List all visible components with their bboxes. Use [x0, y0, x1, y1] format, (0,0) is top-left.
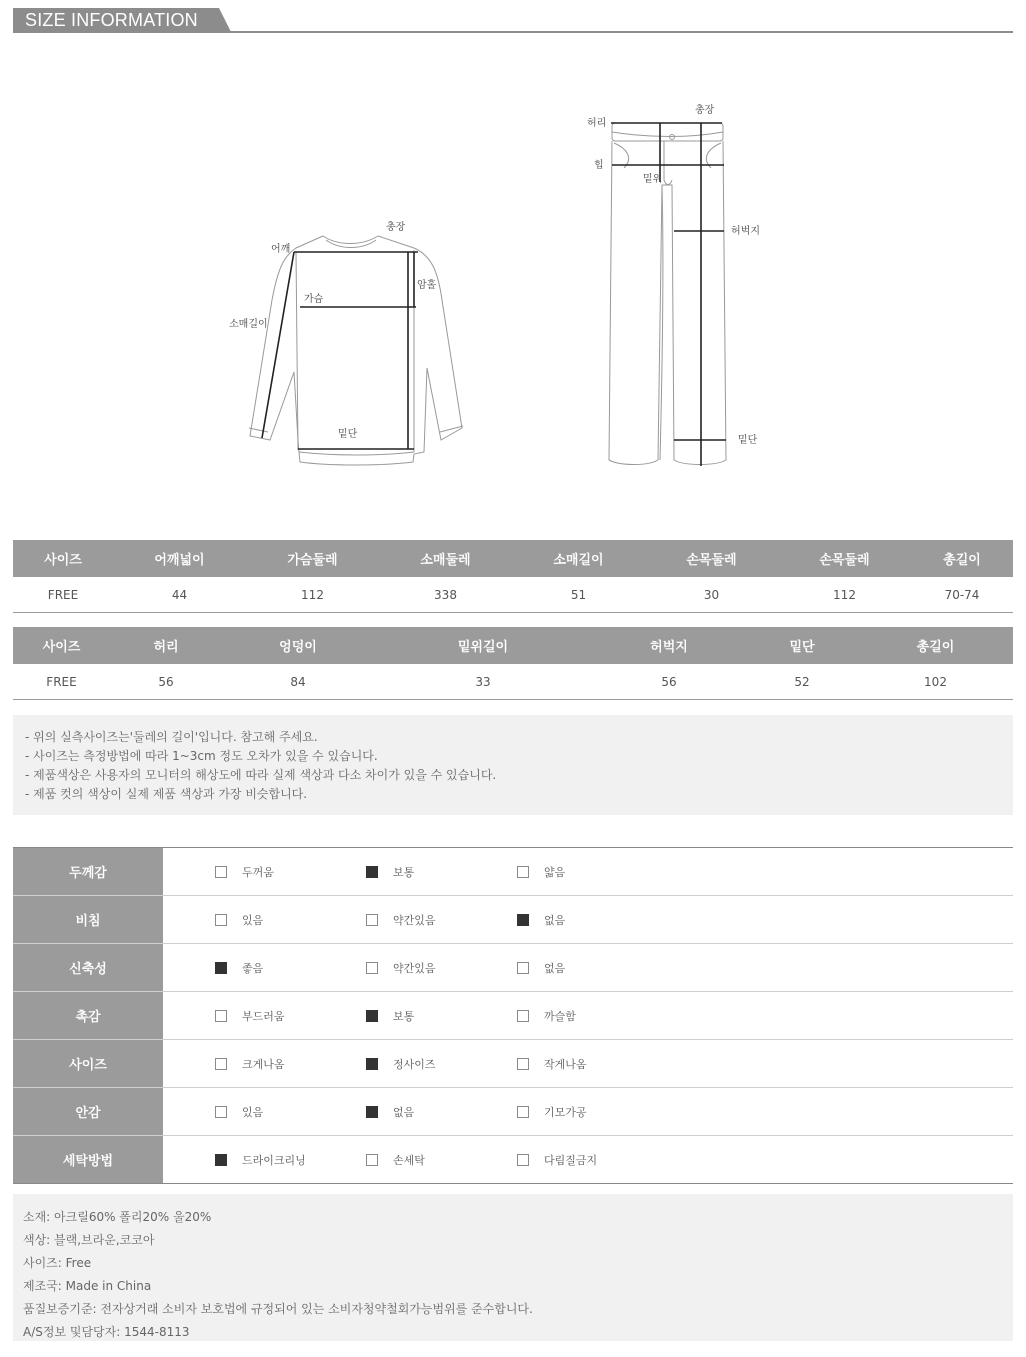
- garment-diagrams: [0, 0, 1026, 500]
- table-header: 허벅지: [592, 627, 746, 664]
- attribute-row-thickness: [13, 848, 1013, 896]
- label-sweater-chongjang: 총장: [386, 222, 406, 233]
- label-sweater-mitdan: 밑단: [338, 429, 358, 440]
- label-hip: 힙: [594, 160, 604, 171]
- note-line: - 사이즈는 측정방법에 따라 1~3cm 정도 오차가 있을 수 있습니다.: [25, 749, 378, 763]
- option: [366, 1104, 414, 1119]
- option: [517, 864, 565, 879]
- label-amhol: 암홀: [417, 280, 437, 291]
- option-label: 부드러움: [242, 1009, 285, 1023]
- option-label: 기모가공: [544, 1105, 587, 1119]
- table-cell: 338: [379, 577, 512, 613]
- pants-measure-lines: [611, 123, 726, 466]
- attribute-row-lining: [13, 1088, 1013, 1136]
- table-header: 허리: [110, 627, 222, 664]
- option-label: 없음: [544, 913, 566, 927]
- bottom-size-table: [13, 627, 1013, 700]
- option: [215, 960, 263, 975]
- table-header: 어깨넓이: [113, 540, 246, 577]
- option-label: 약간있음: [393, 913, 436, 927]
- label-heobeokji: 허벅지: [731, 226, 760, 237]
- checkbox[interactable]: [517, 962, 529, 974]
- header-title: SIZE INFORMATION: [25, 10, 198, 30]
- option-label: 보통: [393, 865, 415, 879]
- option-label: 있음: [242, 1105, 264, 1119]
- checkbox[interactable]: [517, 1154, 529, 1166]
- option-label: 드라이크리닝: [242, 1153, 306, 1167]
- option: [215, 1056, 285, 1071]
- attribute-label: 촉감: [13, 992, 163, 1039]
- attribute-label: 신축성: [13, 944, 163, 991]
- top-size-table: [13, 540, 1013, 613]
- info-line: 사이즈: Free: [23, 1256, 92, 1270]
- label-eokkae: 어깨: [271, 244, 291, 255]
- attribute-label: 세탁방법: [13, 1136, 163, 1183]
- table-cell: 51: [512, 577, 645, 613]
- checkbox[interactable]: [215, 1106, 227, 1118]
- table-header: 소매길이: [512, 540, 645, 577]
- table-header: 총길이: [858, 627, 1013, 664]
- info-line: 제조국: Made in China: [23, 1279, 152, 1293]
- attribute-row-sheerness: [13, 896, 1013, 944]
- option: [215, 912, 263, 927]
- option-label: 있음: [242, 913, 264, 927]
- table-cell: 56: [592, 664, 746, 700]
- checkbox[interactable]: [517, 1010, 529, 1022]
- table-header: 가슴둘레: [246, 540, 379, 577]
- table-cell: 102: [858, 664, 1013, 700]
- attribute-label: 비침: [13, 896, 163, 943]
- option-label: 두꺼움: [242, 865, 274, 879]
- option-label: 보통: [393, 1009, 415, 1023]
- table-cell: 84: [222, 664, 374, 700]
- checkbox[interactable]: [517, 1106, 529, 1118]
- attribute-row-stretch: [13, 944, 1013, 992]
- attribute-row-texture: [13, 992, 1013, 1040]
- option: [366, 864, 414, 879]
- checkbox[interactable]: [366, 914, 378, 926]
- label-heori: 허리: [587, 118, 607, 129]
- option: [215, 1104, 263, 1119]
- option: [366, 912, 436, 927]
- table-cell: FREE: [13, 664, 110, 700]
- label-mitwi: 밑위: [643, 174, 663, 185]
- option-label: 다림질금지: [544, 1153, 598, 1167]
- option: [366, 1152, 425, 1167]
- info-line: 품질보증기준: 전자상거래 소비자 보호법에 규정되어 있는 소비자청약철회가능범위를 준수합니다.: [23, 1302, 533, 1316]
- table-header: 사이즈: [13, 627, 110, 664]
- table-header: 소매둘레: [379, 540, 512, 577]
- table-header: 사이즈: [13, 540, 113, 577]
- note-line: - 제품색상은 사용자의 모니터의 해상도에 따라 실제 색상과 다소 차이가 있을 수 있습니다.: [25, 768, 497, 782]
- pants-diagram: [609, 123, 726, 465]
- label-gaseum: 가슴: [304, 294, 324, 305]
- option-label: 얇음: [544, 865, 566, 879]
- checkbox[interactable]: [215, 1010, 227, 1022]
- table-cell: 56: [110, 664, 222, 700]
- option: [517, 912, 565, 927]
- table-header: 손목둘레: [645, 540, 778, 577]
- checkbox-checked[interactable]: [366, 866, 378, 878]
- checkbox[interactable]: [215, 866, 227, 878]
- option: [215, 1152, 306, 1167]
- attribute-label: 두께감: [13, 848, 163, 895]
- option-label: 크게나옴: [242, 1057, 285, 1071]
- option-label: 까슬함: [544, 1009, 576, 1023]
- checkbox[interactable]: [215, 914, 227, 926]
- attribute-row-size: [13, 1040, 1013, 1088]
- table-row: [13, 664, 1013, 700]
- label-pants-chongjang: 총장: [695, 105, 715, 116]
- table-cell: FREE: [13, 577, 113, 613]
- sweater-measure-lines: [262, 252, 418, 449]
- table-cell: 52: [746, 664, 858, 700]
- table-header: 총길이: [911, 540, 1013, 577]
- table-header: 엉덩이: [222, 627, 374, 664]
- checkbox-checked[interactable]: [366, 1010, 378, 1022]
- attribute-table: [13, 847, 1013, 1184]
- option: [215, 864, 274, 879]
- label-pants-mitdan: 밑단: [738, 435, 758, 446]
- option: [366, 960, 436, 975]
- checkbox-checked[interactable]: [215, 962, 227, 974]
- label-somae: 소매길이: [229, 319, 268, 330]
- option-label: 약간있음: [393, 961, 436, 975]
- option-label: 정사이즈: [393, 1057, 436, 1071]
- checkbox-checked[interactable]: [366, 1058, 378, 1070]
- option: [366, 1056, 436, 1071]
- attribute-label: 사이즈: [13, 1040, 163, 1087]
- table-cell: 30: [645, 577, 778, 613]
- option-label: 없음: [544, 961, 566, 975]
- option-label: 좋음: [242, 961, 264, 975]
- checkbox-checked[interactable]: [215, 1154, 227, 1166]
- table-row: [13, 577, 1013, 613]
- option: [517, 1056, 587, 1071]
- table-header: 손목둘레: [778, 540, 911, 577]
- checkbox[interactable]: [517, 1058, 529, 1070]
- size-notes: [13, 715, 1013, 815]
- option: [517, 1104, 587, 1119]
- option: [517, 960, 565, 975]
- table-cell: 44: [113, 577, 246, 613]
- attribute-label: 안감: [13, 1088, 163, 1135]
- option-label: 없음: [393, 1105, 415, 1119]
- info-line: 색상: 블랙,브라운,코코아: [23, 1233, 155, 1247]
- table-header: 밑위길이: [374, 627, 592, 664]
- checkbox-checked[interactable]: [366, 1106, 378, 1118]
- option: [517, 1008, 576, 1023]
- table-header-row: [13, 540, 1013, 577]
- info-line: A/S정보 및담당자: 1544-8113: [23, 1325, 190, 1339]
- table-header-row: [13, 627, 1013, 664]
- checkbox-checked[interactable]: [517, 914, 529, 926]
- table-header: 밑단: [746, 627, 858, 664]
- option-label: 손세탁: [393, 1153, 425, 1167]
- option: [215, 1008, 285, 1023]
- table-cell: 33: [374, 664, 592, 700]
- note-line: - 위의 실측사이즈는'둘레의 길이'입니다. 참고해 주세요.: [25, 730, 318, 744]
- checkbox[interactable]: [215, 1058, 227, 1070]
- option: [517, 1152, 597, 1167]
- table-cell: 112: [246, 577, 379, 613]
- product-info: [13, 1194, 1013, 1341]
- note-line: - 제품 컷의 색상이 실제 제품 색상과 가장 비슷합니다.: [25, 787, 308, 801]
- option-label: 작게나옴: [544, 1057, 587, 1071]
- attribute-row-washing: [13, 1136, 1013, 1184]
- table-cell: 70-74: [911, 577, 1013, 613]
- checkbox[interactable]: [366, 1154, 378, 1166]
- checkbox[interactable]: [517, 866, 529, 878]
- table-cell: 112: [778, 577, 911, 613]
- checkbox[interactable]: [366, 962, 378, 974]
- info-line: 소재: 아크릴60% 폴리20% 울20%: [23, 1210, 212, 1224]
- option: [366, 1008, 414, 1023]
